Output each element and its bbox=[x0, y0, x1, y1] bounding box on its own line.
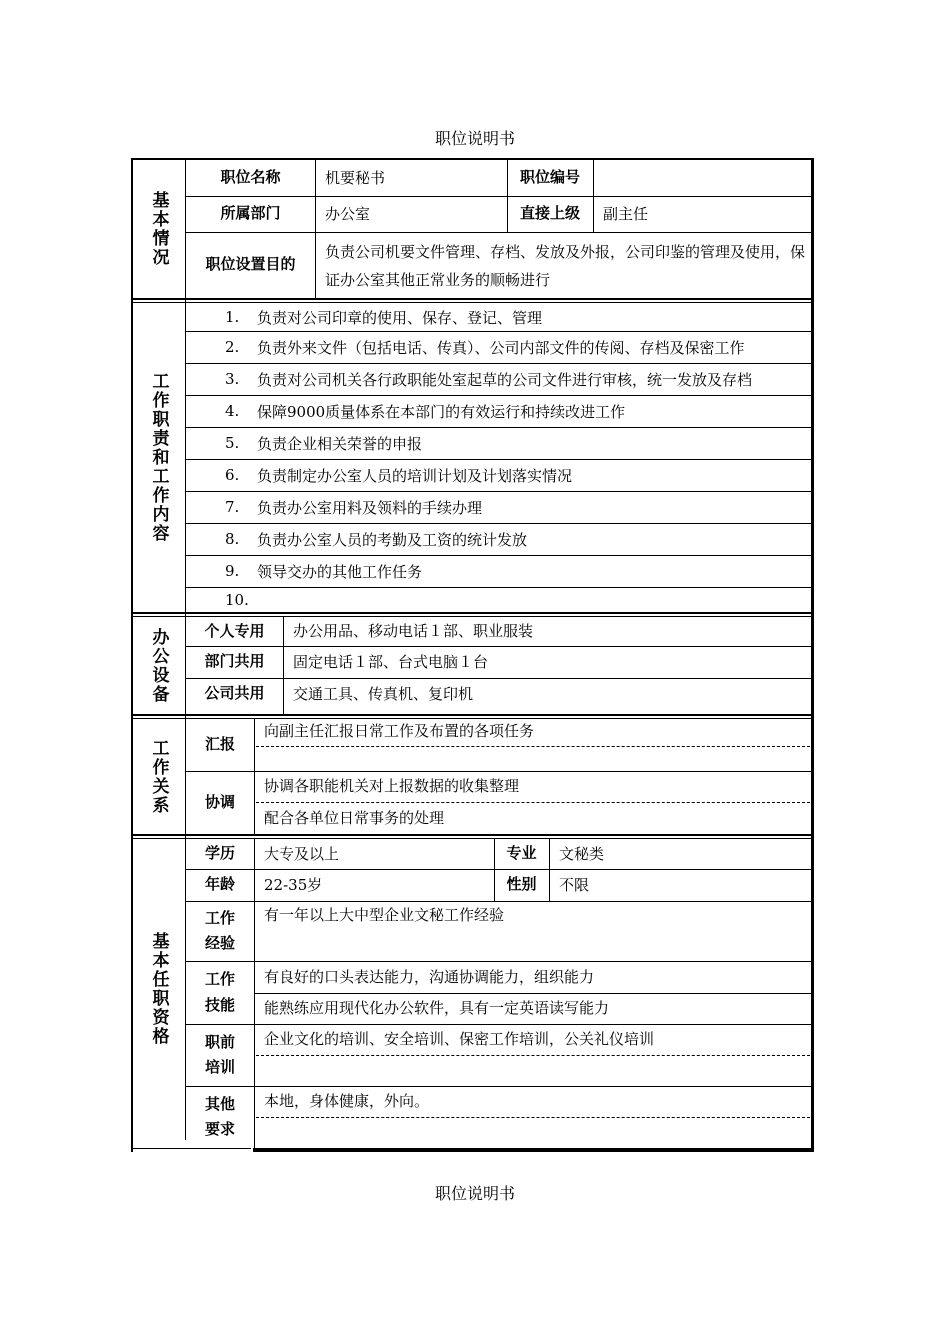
train-value: 企业文化的培训、安全培训、保密工作培训，公关礼仪培训 bbox=[264, 1029, 655, 1048]
dept-label: 所属部门 bbox=[220, 204, 281, 223]
duty-text: 负责对公司印章的使用、保存、登记、管理 bbox=[257, 308, 543, 327]
equip-personal-value: 办公用品、移动电话１部、职业服装 bbox=[293, 622, 534, 641]
duty-text: 负责对公司机关各行政职能处室起草的公司文件进行审核，统一发放及存档 bbox=[257, 370, 753, 389]
age-label: 年龄 bbox=[204, 875, 235, 894]
gender-value: 不限 bbox=[559, 875, 590, 894]
superior-value: 副主任 bbox=[603, 204, 649, 223]
coord-value-1: 协调各职能机关对上报数据的收集整理 bbox=[264, 777, 520, 796]
position-name-label: 职位名称 bbox=[220, 168, 281, 187]
superior-label: 直接上级 bbox=[519, 204, 580, 223]
train-label-2: 培训 bbox=[204, 1058, 235, 1076]
duty-item bbox=[225, 459, 811, 491]
duty-text: 负责办公室人员的考勤及工资的统计发放 bbox=[257, 530, 528, 549]
duty-number: 9. bbox=[225, 562, 240, 580]
duty-number: 3. bbox=[225, 370, 240, 388]
dept-value: 办公室 bbox=[325, 204, 371, 223]
duty-text: 负责外来文件（包括电话、传真）、公司内部文件的传阅、存档及保密工作 bbox=[257, 338, 745, 357]
duty-item bbox=[225, 331, 811, 363]
skill-value-2: 能熟练应用现代化办公软件，具有一定英语读写能力 bbox=[264, 999, 610, 1018]
equip-dept-label: 部门共用 bbox=[204, 652, 265, 671]
age-value: 22-35岁 bbox=[264, 875, 323, 894]
duty-item bbox=[225, 303, 811, 331]
purpose-label: 职位设置目的 bbox=[205, 255, 296, 274]
duty-number: 7. bbox=[225, 498, 240, 516]
section-qualifications-label: 基本任职资格 bbox=[148, 932, 169, 1046]
other-label-2: 要求 bbox=[204, 1120, 235, 1138]
equip-company-label: 公司共用 bbox=[204, 684, 265, 703]
skill-value-1: 有良好的口头表达能力，沟通协调能力，组织能力 bbox=[264, 967, 595, 986]
document-title-footer: 职位说明书 bbox=[434, 1184, 515, 1203]
train-label-1: 职前 bbox=[204, 1032, 235, 1051]
exp-label bbox=[186, 901, 254, 961]
duty-number: 1. bbox=[225, 308, 240, 326]
edu-label: 学历 bbox=[204, 844, 235, 863]
duty-item bbox=[225, 395, 811, 427]
duty-item bbox=[225, 491, 811, 523]
position-no-value bbox=[593, 160, 811, 196]
equip-company-value: 交通工具、传真机、复印机 bbox=[293, 684, 474, 703]
duty-number: 2. bbox=[225, 338, 240, 356]
duty-text: 领导交办的其他工作任务 bbox=[257, 562, 423, 581]
report-value: 向副主任汇报日常工作及布置的各项任务 bbox=[264, 721, 535, 740]
major-label: 专业 bbox=[506, 844, 537, 863]
other-value: 本地，身体健康，外向。 bbox=[264, 1091, 430, 1110]
duty-text: 负责办公室用料及领料的手续办理 bbox=[257, 498, 483, 517]
other-label-1: 其他 bbox=[204, 1094, 235, 1113]
other-label bbox=[186, 1086, 254, 1148]
exp-label-2: 经验 bbox=[204, 934, 235, 952]
document-title: 职位说明书 bbox=[434, 129, 515, 148]
duty-number: 4. bbox=[225, 402, 240, 420]
train-label bbox=[186, 1024, 254, 1086]
section-duties-label: 工作职责和工作内容 bbox=[148, 372, 169, 543]
equip-personal-label: 个人专用 bbox=[204, 621, 265, 640]
edu-value: 大专及以上 bbox=[264, 844, 340, 863]
duty-item bbox=[225, 427, 811, 459]
duty-item bbox=[225, 555, 811, 587]
skill-label-1: 工作 bbox=[204, 970, 235, 988]
duty-number: 8. bbox=[225, 530, 240, 548]
purpose-value: 负责公司机要文件管理、存档、发放及外报，公司印鉴的管理及使用，保证办公室其他正常业务的顺畅进行 bbox=[325, 242, 806, 289]
duty-number: 10. bbox=[225, 590, 249, 609]
coord-label: 协调 bbox=[204, 792, 235, 811]
position-no-label: 职位编号 bbox=[519, 168, 580, 187]
duty-text: 负责制定办公室人员的培训计划及计划落实情况 bbox=[257, 466, 573, 485]
section-relations-label: 工作关系 bbox=[148, 738, 169, 815]
duty-item bbox=[225, 363, 811, 395]
duty-text: 保障9000质量体系在本部门的有效运行和持续改进工作 bbox=[257, 402, 626, 421]
position-name-value: 机要秘书 bbox=[325, 168, 386, 187]
section-basic-label: 基本情况 bbox=[148, 191, 169, 267]
equip-dept-value: 固定电话１部、台式电脑１台 bbox=[293, 652, 489, 671]
duty-item bbox=[225, 587, 811, 612]
duty-item bbox=[225, 523, 811, 555]
coord-value-2: 配合各单位日常事务的处理 bbox=[264, 808, 445, 827]
section-equipment-label: 办公设备 bbox=[148, 627, 169, 704]
exp-label-1: 工作 bbox=[204, 908, 235, 927]
duty-text: 负责企业相关荣誉的申报 bbox=[257, 434, 423, 453]
skill-label bbox=[186, 961, 254, 1024]
duty-number: 5. bbox=[225, 434, 240, 452]
major-value: 文秘类 bbox=[559, 844, 605, 863]
exp-value: 有一年以上大中型企业文秘工作经验 bbox=[264, 905, 505, 924]
gender-label: 性别 bbox=[506, 875, 537, 894]
skill-label-2: 技能 bbox=[204, 995, 235, 1014]
duty-number: 6. bbox=[225, 466, 240, 484]
report-label: 汇报 bbox=[204, 735, 235, 754]
